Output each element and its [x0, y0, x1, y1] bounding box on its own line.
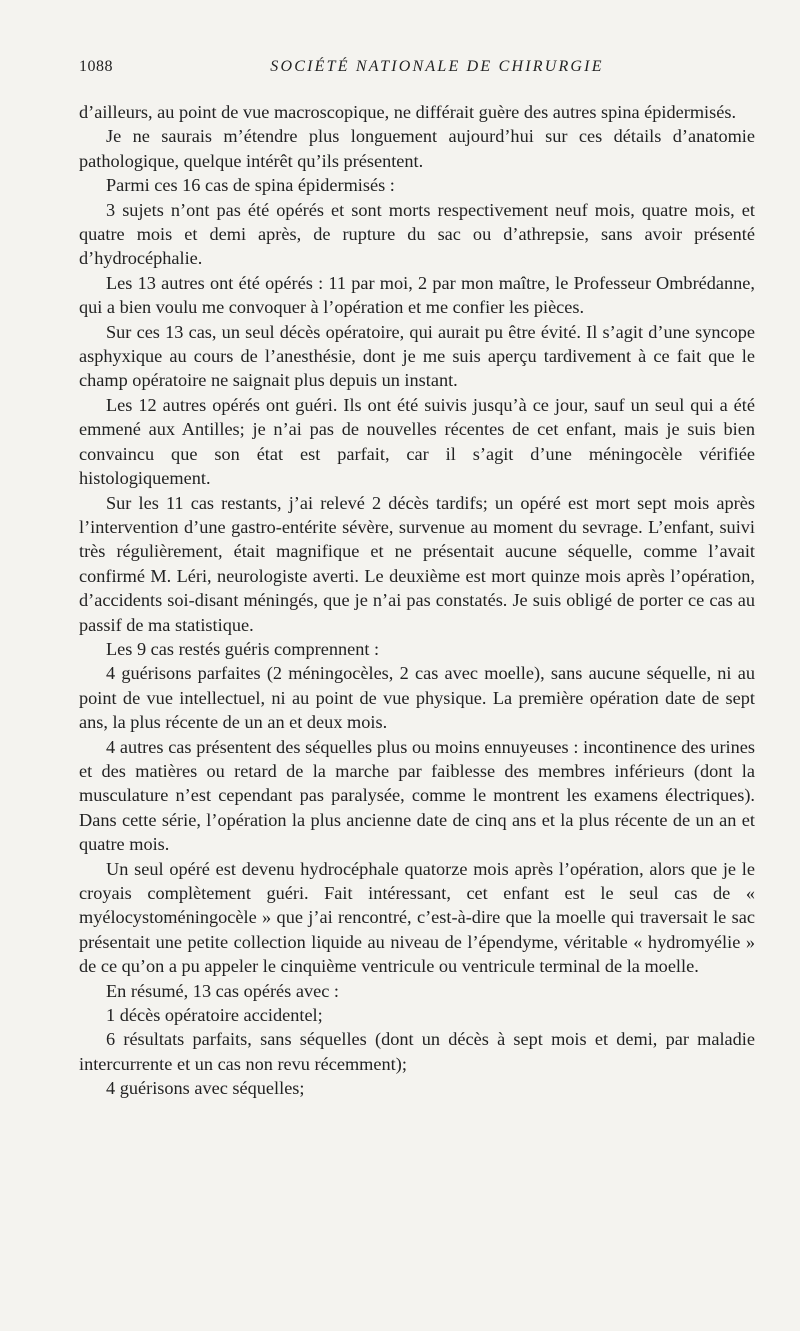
paragraph: Les 9 cas restés guéris comprennent : [106, 638, 380, 659]
page-number: 1088 [79, 58, 113, 75]
paragraph: 4 autres cas présentent des séquelles plus ou moins ennuyeuses : incontinence des urines et des matières ou retard de la marche par faiblesse des membres inférieurs (dont la musculature n’est cependant pas paralysée, comme le montrent les examens électriques). Dans cette série, l’opération la plus ancienne date de cinq ans et la plus récente de un an et quatre mois. [79, 736, 755, 855]
page-header [79, 58, 755, 82]
paragraph: 4 guérisons avec séquelles; [106, 1078, 305, 1099]
paragraph: Les 12 autres opérés ont guéri. Ils ont été suivis jusqu’à ce jour, sauf un seul qui a été emmené aux Antilles; je n’ai pas de nouvelles récentes de cet enfant, mais je suis bien convaincu que son état est parfait, car il s’agit d’une méningocèle vérifiée histologiquement. [79, 394, 755, 489]
paragraph: Parmi ces 16 cas de spina épidermisés : [106, 175, 395, 196]
paragraph: Je ne saurais m’étendre plus longuement aujourd’hui sur ces détails d’anatomie pathologique, quelque intérêt qu’ils présentent. [79, 126, 755, 171]
paragraph: En résumé, 13 cas opérés avec : [106, 980, 339, 1001]
paragraph: 1 décès opératoire accidentel; [106, 1005, 323, 1026]
paragraph: 3 sujets n’ont pas été opérés et sont morts respectivement neuf mois, quatre mois, et quatre mois et demi après, de rupture du sac ou d’athrepsie, sans avoir présenté d’hydrocéphalie. [79, 199, 755, 269]
paragraph: 4 guérisons parfaites (2 méningocèles, 2 cas avec moelle), sans aucune séquelle, ni au point de vue intellectuel, ni au point de vue physique. La première opération date de sept ans, la plus récente de un an et deux mois. [79, 663, 755, 733]
running-head: SOCIÉTÉ NATIONALE DE CHIRURGIE [270, 58, 604, 75]
paragraph: Sur les 11 cas restants, j’ai relevé 2 décès tardifs; un opéré est mort sept mois après l’intervention d’une gastro-entérite sévère, survenue au moment du sevrage. L’enfant, suivi très régulièrement, était magnifique et ne présentait aucune séquelle, comme l’avait confirmé M. Léri, neurologiste averti. Le deuxième est mort quinze mois après l’opération, d’accidents soi-disant méningés, que je n’ai pas constatés. Je suis obligé de porter ce cas au passif de ma statistique. [79, 492, 755, 635]
paragraph: Un seul opéré est devenu hydrocéphale quatorze mois après l’opération, alors que je le croyais complètement guéri. Fait intéressant, cet enfant est le seul cas de « myélocystoméningocèle » que j’ai rencontré, c’est-à-dire que la moelle qui traversait le sac présentait une petite collection liquide au niveau de l’épendyme, véritable « hydromyélie » de ce qu’on a pu appeler le cinquième ventricule ou ventricule terminal de la moelle. [79, 858, 755, 977]
paragraph: 6 résultats parfaits, sans séquelles (dont un décès à sept mois et demi, par maladie intercurrente et un cas non revu récemment); [79, 1029, 755, 1074]
body-text [79, 100, 755, 1101]
paragraph: d’ailleurs, au point de vue macroscopique, ne différait guère des autres spina épidermisés. [79, 102, 737, 122]
paragraph: Sur ces 13 cas, un seul décès opératoire, qui aurait pu être évité. Il s’agit d’une syncope asphyxique au cours de l’anesthésie, dont je me suis aperçu tardivement à ce fait que le champ opératoire ne saignait plus depuis un instant. [79, 321, 755, 391]
paragraph: Les 13 autres ont été opérés : 11 par moi, 2 par mon maître, le Professeur Ombrédanne, qui a bien voulu me convoquer à l’opération et me confier les pièces. [79, 272, 755, 318]
